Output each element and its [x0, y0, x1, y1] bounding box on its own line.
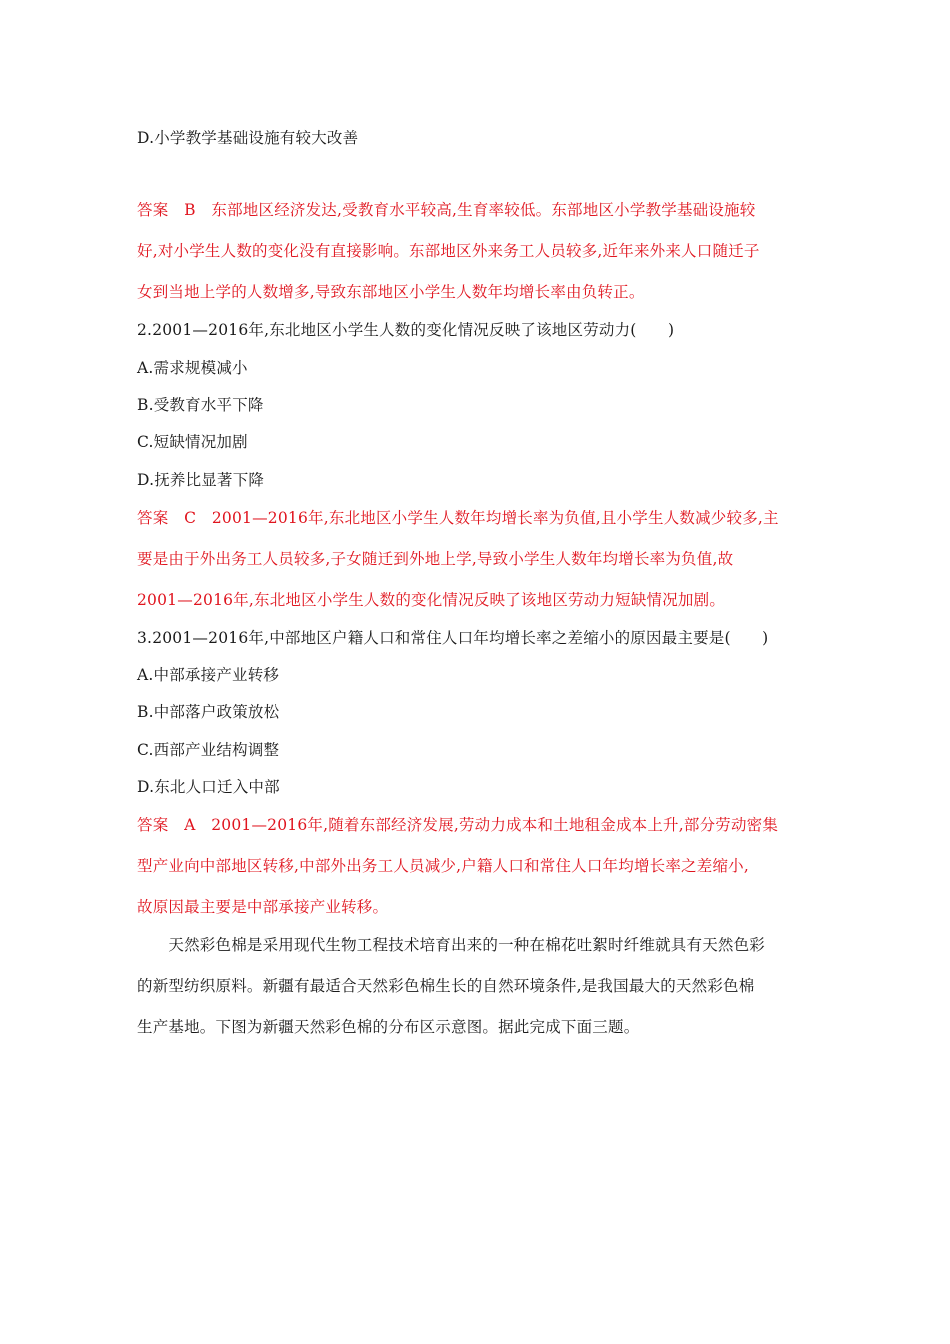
q3-option-d: D.东北人口迁入中部	[137, 778, 280, 796]
q2-option-d: D.抚养比显著下降	[137, 471, 265, 489]
q2-option-b: B.受教育水平下降	[137, 396, 264, 414]
q1-option-d: D.小学教学基础设施有较大改善	[137, 129, 359, 147]
intro-line-2: 的新型纺织原料。新疆有最适合天然彩色棉生长的自然环境条件,是我国最大的天然彩色棉	[137, 977, 755, 995]
intro-line-3: 生产基地。下图为新疆天然彩色棉的分布区示意图。据此完成下面三题。	[137, 1018, 640, 1036]
q2-answer-line-2: 要是由于外出务工人员较多,子女随迁到外地上学,导致小学生人数年均增长率为负值,故	[137, 550, 734, 568]
q3-answer-line-3: 故原因最主要是中部承接产业转移。	[137, 898, 389, 916]
q3-answer-line-1: 答案 A 2001—2016年,随着东部经济发展,劳动力成本和土地租金成本上升,部分劳动密集	[137, 816, 779, 834]
q1-answer-line-2: 好,对小学生人数的变化没有直接影响。东部地区外来务工人员较多,近年来外来人口随迁子	[137, 242, 760, 260]
q3-stem: 3.2001—2016年,中部地区户籍人口和常住人口年均增长率之差缩小的原因最主要是( )	[137, 629, 769, 647]
q3-answer-line-2: 型产业向中部地区转移,中部外出务工人员减少,户籍人口和常住人口年均增长率之差缩小,	[137, 857, 749, 875]
q3-option-b: B.中部落户政策放松	[137, 703, 280, 721]
intro-line-1: 天然彩色棉是采用现代生物工程技术培育出来的一种在棉花吐絮时纤维就具有天然色彩	[137, 936, 766, 954]
q2-option-a: A.需求规模减小	[137, 359, 248, 377]
q3-option-a: A.中部承接产业转移	[137, 666, 280, 684]
q2-option-c: C.短缺情况加剧	[137, 433, 248, 451]
q2-answer-line-1: 答案 C 2001—2016年,东北地区小学生人数年均增长率为负值,且小学生人数减少较多,主	[137, 509, 779, 527]
q2-stem: 2.2001—2016年,东北地区小学生人数的变化情况反映了该地区劳动力( )	[137, 321, 675, 339]
q1-answer-line-1: 答案 B 东部地区经济发达,受教育水平较高,生育率较低。东部地区小学教学基础设施较	[137, 201, 756, 219]
q2-answer-line-3: 2001—2016年,东北地区小学生人数的变化情况反映了该地区劳动力短缺情况加剧。	[137, 591, 726, 609]
q1-answer-line-3: 女到当地上学的人数增多,导致东部地区小学生人数年均增长率由负转正。	[137, 283, 645, 301]
q3-option-c: C.西部产业结构调整	[137, 741, 280, 759]
